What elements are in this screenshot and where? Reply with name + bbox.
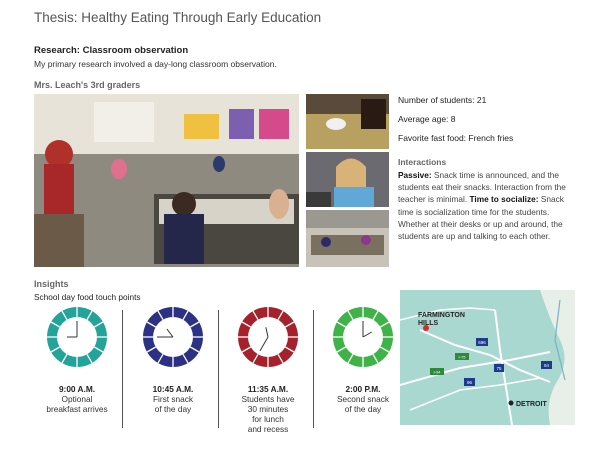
- classroom-photo: [34, 94, 299, 267]
- shield-label: I-75: [458, 354, 466, 360]
- snack-photo: [306, 94, 389, 149]
- map-city-label: FARMINGTON: [418, 312, 465, 319]
- shield-label: 696: [478, 340, 486, 345]
- clock-description: Students have: [241, 394, 295, 404]
- class-label: Mrs. Leach's 3rd graders: [34, 80, 141, 90]
- passive-label: Passive:: [398, 170, 432, 180]
- stat-age: Average age: 8: [398, 114, 456, 124]
- page-title: Thesis: Healthy Eating Through Early Education: [34, 10, 322, 25]
- clock-description: First snack: [152, 394, 194, 404]
- clock-icon: [332, 306, 394, 368]
- clock-description: Optional: [61, 394, 93, 404]
- interactions-heading: Interactions: [398, 157, 447, 167]
- clock-time: 2:00 P.M.: [345, 384, 381, 394]
- clock-item: [37, 306, 117, 414]
- student-photo: [306, 152, 389, 207]
- social-text: Snack time is socialization time for the students. Whether at their desks or up and around, the students are up and talking to each other.: [398, 194, 564, 242]
- research-heading: Research: Classroom observation: [34, 45, 189, 56]
- clock-description: breakfast arrives: [46, 404, 108, 414]
- clock-description: of the day: [344, 404, 382, 414]
- shield-label: 94: [543, 363, 550, 368]
- clock-icon: [46, 306, 108, 368]
- clock-icon: [142, 306, 204, 368]
- desks-photo: [306, 210, 389, 267]
- clock-description: 30 minutes: [247, 404, 289, 414]
- stat-students: Number of students: 21: [398, 95, 487, 105]
- map-city-label: HILLS: [418, 320, 439, 327]
- clock-description: for lunch: [252, 414, 284, 424]
- shield-label: 96: [466, 380, 473, 385]
- insights-heading: Insights: [34, 279, 69, 289]
- shield-label: 75: [496, 366, 502, 371]
- clock-item: [323, 306, 403, 414]
- clock-item: [228, 306, 308, 434]
- clock-time: 11:35 A.M.: [247, 384, 289, 394]
- research-description: My primary research involved a day-long classroom observation.: [34, 59, 277, 69]
- clock-item: [133, 306, 213, 414]
- passive-text: Snack time is announced, and the students eat their snacks. Interaction from the teacher is minimal.: [398, 170, 566, 205]
- insights-subheading: School day food touch points: [34, 292, 141, 302]
- divider: [218, 310, 219, 428]
- clock-description: and recess: [247, 424, 289, 434]
- shield-label: I-94: [433, 369, 441, 375]
- clock-time: 9:00 A.M.: [58, 384, 96, 394]
- detroit-map: [400, 290, 575, 425]
- clock-description: of the day: [154, 404, 192, 414]
- map-city-label: DETROIT: [516, 401, 547, 408]
- social-label: Time to socialize:: [469, 194, 539, 205]
- interactions-text: [398, 169, 573, 242]
- clock-description: Second snack: [336, 394, 390, 404]
- clock-time: 10:45 A.M.: [152, 384, 194, 394]
- divider: [313, 310, 314, 428]
- divider: [122, 310, 123, 428]
- stat-food: Favorite fast food: French fries: [398, 133, 514, 143]
- clock-icon: [237, 306, 299, 368]
